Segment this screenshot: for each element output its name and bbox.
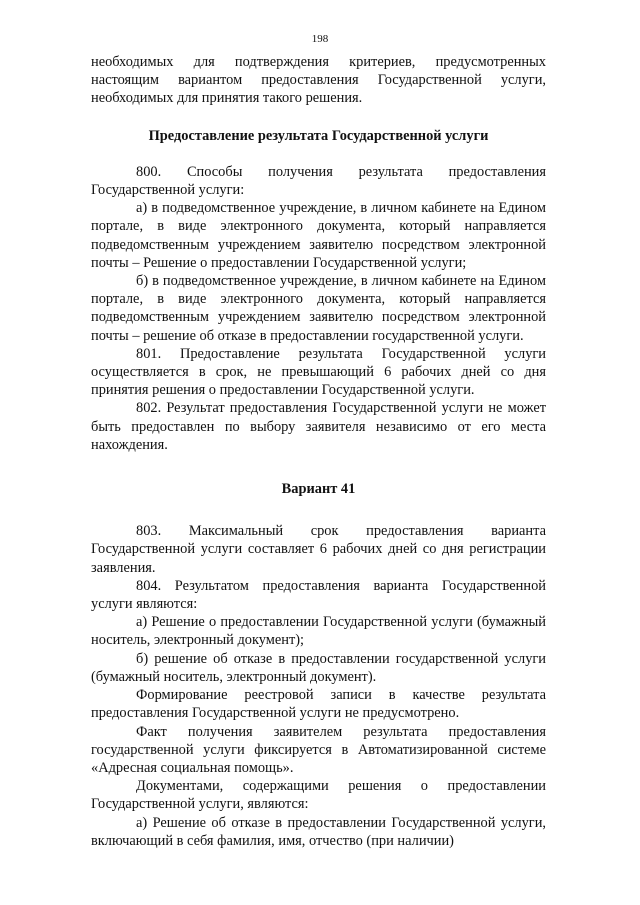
paragraph-803: 803. Максимальный срок предоставления варианта Государственной услуги составляет 6 рабочих дней со дня регистрации заявления.: [91, 523, 546, 576]
page-number: 198: [311, 33, 329, 45]
heading-variant: Вариант 41: [281, 481, 356, 498]
document-body: [91, 53, 546, 850]
paragraph-docs-a: а) Решение об отказе в предоставлении Государственной услуги, включающий в себя фамилия, имя, отчество (при наличии): [91, 814, 546, 849]
paragraph-801: 801. Предоставление результата Государственной услуги осуществляется в срок, не превышающий 6 рабочих дней со дня принятия решения о предоставлении Государственной услуги.: [91, 345, 546, 399]
paragraph-804: 804. Результатом предоставления варианта Государственной услуги являются:: [91, 577, 546, 613]
paragraph-registry: Формирование реестровой записи в качестве результата предоставления Государственной услуги не предусмотрено.: [91, 687, 546, 722]
paragraph-804-b: б) решение об отказе в предоставлении государственной услуги (бумажный носитель, электронный документ).: [91, 650, 546, 685]
paragraph-802: 802. Результат предоставления Государственной услуги не может быть предоставлен по выбору заявителя независимо от его места нахождения.: [91, 400, 546, 453]
paragraph-800: 800. Способы получения результата предоставления Государственной услуги:: [91, 163, 546, 199]
paragraph-804-a: а) Решение о предоставлении Государственной услуги (бумажный носитель, электронный документ);: [91, 614, 546, 649]
paragraph-800-b: б) в подведомственное учреждение, в личном кабинете на Едином портале, в виде электронного документа, который направляется подведомственным учреждением заявителю посредством электронной почты – решение об отказе в предоставлении государственной услуги.: [91, 273, 546, 344]
paragraph-fact: Факт получения заявителем результата предоставления государственной услуги фиксируется в Автоматизированной системе «Адресная социальная помощь».: [91, 723, 546, 776]
heading-result: Предоставление результата Государственной услуги: [148, 127, 489, 144]
paragraph-intro: необходимых для подтверждения критериев, предусмотренных настоящим вариантом предоставления Государственной услуги, необходимых для принятия такого решения.: [91, 54, 546, 107]
paragraph-docs: Документами, содержащими решения о предоставлении Государственной услуги, являются:: [91, 778, 546, 813]
paragraph-800-a: а) в подведомственное учреждение, в личном кабинете на Едином портале, в виде электронного документа, который направляется подведомственным учреждением заявителю посредством электронной почты – Решение о предоставлении Государственной услуги;: [91, 200, 546, 271]
